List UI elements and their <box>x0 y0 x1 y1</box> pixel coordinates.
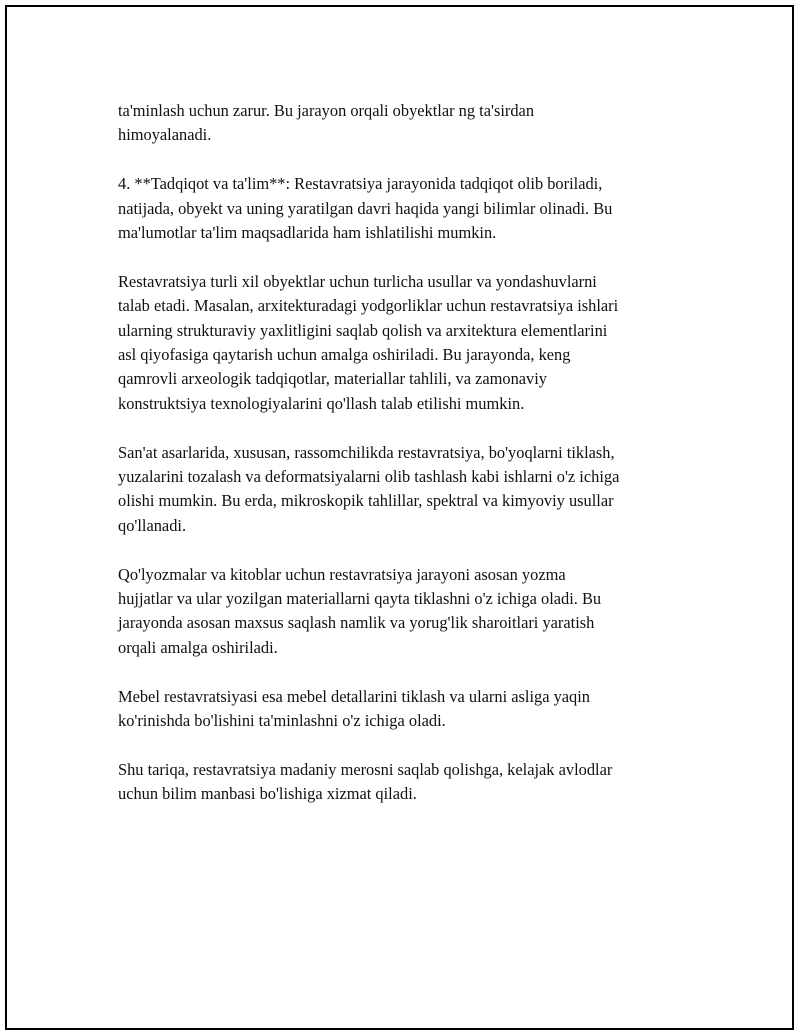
text-line: jarayonda asosan maxsus saqlash namlik va yorug'lik sharoitlari yaratish <box>118 613 595 633</box>
text-line: Qo'lyozmalar va kitoblar uchun restavratsiya jarayoni asosan yozma <box>118 564 566 584</box>
paragraph-1 <box>118 99 708 148</box>
paragraph-7 <box>118 758 708 807</box>
text-line: Mebel restavratsiyasi esa mebel detallarini tiklash va ularni asliga yaqin <box>118 686 590 706</box>
text-line: orqali amalga oshiriladi. <box>118 637 278 657</box>
text-line: uchun bilim manbasi bo'lishiga xizmat qiladi. <box>118 784 417 804</box>
document-page <box>5 5 794 1030</box>
text-line: 4. **Tadqiqot va ta'lim**: Restavratsiya jarayonida tadqiqot olib boriladi, <box>118 174 603 194</box>
paragraph-4 <box>118 441 708 539</box>
text-line: ko'rinishda bo'lishini ta'minlashni o'z ichiga oladi. <box>118 711 446 731</box>
paragraph-5 <box>118 563 708 661</box>
paragraph-6 <box>118 685 708 734</box>
text-line: ta'minlash uchun zarur. Bu jarayon orqali obyektlar ng ta'sirdan <box>118 101 535 120</box>
text-line: konstruktsiya texnologiyalarini qo'llash talab etilishi mumkin. <box>118 393 525 413</box>
text-line: qamrovli arxeologik tadqiqotlar, materiallar tahlili, va zamonaviy <box>118 369 547 389</box>
text-line: Restavratsiya turli xil obyektlar uchun turlicha usullar va yondashuvlarni <box>118 271 597 291</box>
document-body <box>118 99 708 831</box>
text-line: asl qiyofasiga qaytarish uchun amalga oshiriladi. Bu jarayonda, keng <box>118 345 571 365</box>
text-line: natijada, obyekt va uning yaratilgan davri haqida yangi bilimlar olinadi. Bu <box>118 198 613 218</box>
text-line: yuzalarini tozalash va deformatsiyalarni olib tashlash kabi ishlarni o'z ichiga <box>118 467 620 487</box>
text-line: qo'llanadi. <box>118 515 187 535</box>
text-line: ularning strukturaviy yaxlitligini saqlab qolish va arxitektura elementlarini <box>118 320 608 340</box>
text-line: olishi mumkin. Bu erda, mikroskopik tahlillar, spektral va kimyoviy usullar <box>118 491 614 511</box>
text-line: talab etadi. Masalan, arxitekturadagi yodgorliklar uchun restavratsiya ishlari <box>118 296 619 316</box>
text-line: himoyalanadi. <box>118 125 212 145</box>
text-line: ma'lumotlar ta'lim maqsadlarida ham ishlatilishi mumkin. <box>118 223 497 243</box>
paragraph-3 <box>118 270 708 416</box>
paragraph-2 <box>118 172 708 245</box>
text-line: Shu tariqa, restavratsiya madaniy merosni saqlab qolishga, kelajak avlodlar <box>118 759 613 779</box>
text-line: San'at asarlarida, xususan, rassomchilikda restavratsiya, bo'yoqlarni tiklash, <box>118 442 615 462</box>
text-line: hujjatlar va ular yozilgan materiallarni qayta tiklashni o'z ichiga oladi. Bu <box>118 589 602 609</box>
